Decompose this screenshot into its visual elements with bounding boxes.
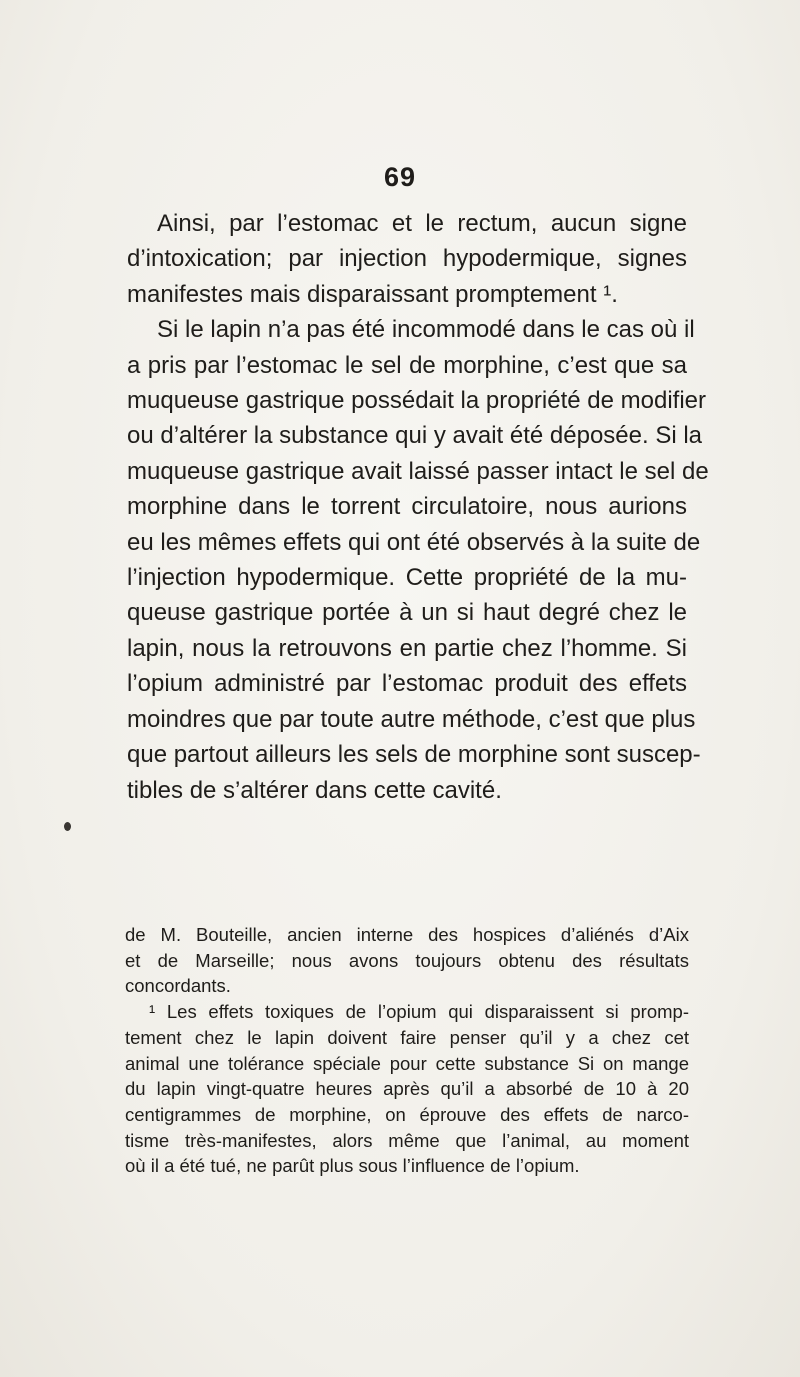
body-line: lapin, nous la retrouvons en partie chez l’homme. Si [127,634,687,662]
body-line: que partout ailleurs les sels de morphine sont suscep- [127,741,701,769]
body-line: Si le lapin n’a pas été incommodé dans le cas où il [157,316,695,344]
body-line: muqueuse gastrique avait laissé passer intact le sel de [127,457,709,485]
ink-speck [64,822,71,831]
body-line: manifestes mais disparaissant promptement ¹. [127,280,618,308]
body-line: l’injection hypodermique. Cette propriété de la mu- [127,564,687,592]
footnote-line: de M. Bouteille, ancien interne des hospices d’aliénés d’Aix [125,924,689,945]
footnote-line: où il a été tué, ne parût plus sous l’influence de l’opium. [125,1155,580,1177]
footnotes [125,922,689,1179]
footnote-line: du lapin vingt-quatre heures après qu’il a absorbé de 10 à 20 [125,1078,689,1100]
footnote-line: et de Marseille; nous avons toujours obtenu des résultats [125,949,689,971]
body-line: eu les mêmes effets qui ont été observés à la suite de [127,528,701,556]
body-line: a pris par l’estomac le sel de morphine, c’est que sa [127,351,687,379]
body-line: tibles de s’altérer dans cette cavité. [127,776,502,804]
footnote-line: ¹ Les effets toxiques de l’opium qui disparaissent si promp- [149,1001,689,1023]
page-number: 69 [383,162,417,192]
body-line: ou d’altérer la substance qui y avait été déposée. Si la [127,422,703,450]
body-line: morphine dans le torrent circulatoire, nous aurions [127,493,687,521]
footnote-line: animal une tolérance spéciale pour cette substance Si on mange [125,1052,689,1074]
body-line: queuse gastrique portée à un si haut degré chez le [127,599,687,627]
body-line: muqueuse gastrique possédait la propriété de modifier [127,387,707,415]
footnote-line: tisme très-manifestes, alors même que l’animal, au moment [125,1129,689,1151]
body-line: l’opium administré par l’estomac produit des effets [127,670,687,698]
footnote-line: tement chez le lapin doivent faire penser qu’il y a chez cet [125,1026,689,1048]
main-body-text [127,206,709,808]
body-line: Ainsi, par l’estomac et le rectum, aucun signe [157,210,687,237]
body-line: moindres que par toute autre méthode, c’est que plus [127,705,696,733]
footnote-line: centigrammes de morphine, on éprouve des effets de narco- [125,1103,689,1125]
footnote-line: concordants. [125,975,231,997]
body-line: d’intoxication; par injection hypodermique, signes [127,245,687,273]
